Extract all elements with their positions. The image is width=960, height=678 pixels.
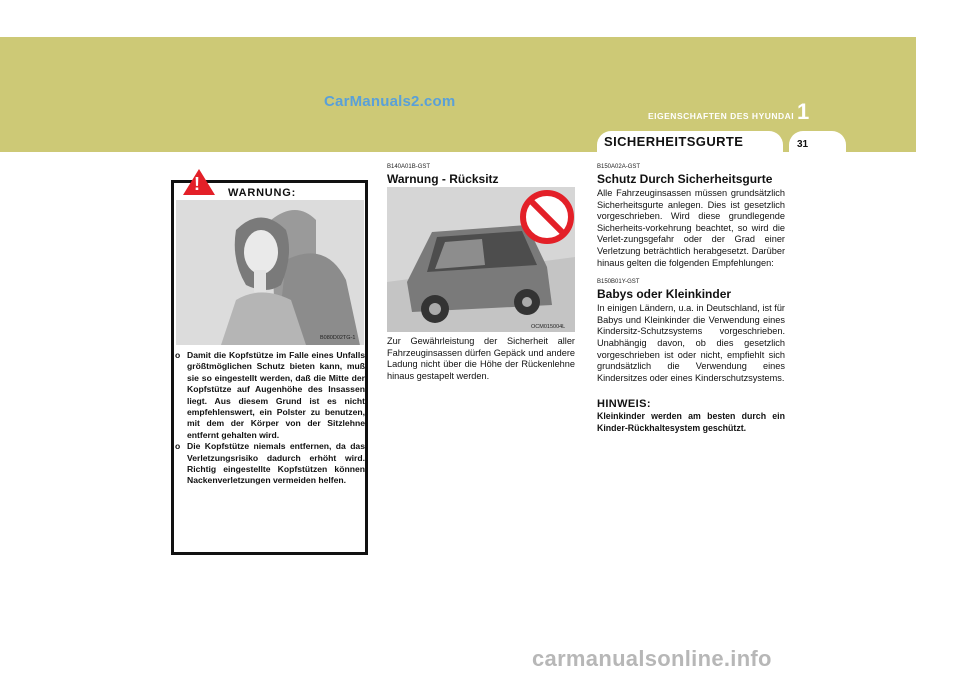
warning-label: WARNUNG: bbox=[228, 187, 297, 199]
left-margin bbox=[0, 152, 43, 678]
car-image-code: OCM015004L bbox=[531, 324, 566, 330]
warning-list bbox=[175, 350, 365, 487]
section-code: B140A01B-GST bbox=[387, 164, 431, 170]
note-title: HINWEIS: bbox=[597, 398, 651, 411]
car-illustration bbox=[387, 187, 575, 332]
warning-exclamation: ! bbox=[194, 174, 200, 194]
note-text: Kleinkinder werden am besten durch ein Kinder-Rückhaltesystem geschützt. bbox=[597, 411, 785, 433]
middle-column bbox=[387, 164, 575, 186]
chapter-title: EIGENSCHAFTEN DES HYUNDAI bbox=[648, 111, 795, 121]
section-tab-label: SICHERHEITSGURTE bbox=[604, 134, 744, 149]
list-item: o Damit die Kopfstütze im Falle eines Unfalls größtmöglichen Schutz bieten kann, muß sie so eingestellt werden, daß die Mitte der Kopfstütze auf Augenhöhe des Insassen liegt. Aus diesem Grund ist es nicht empfehlenswert, ein Polster zu benutzen, mit dem der Körper von der Sitzlehne entfernt gehalten wird. bbox=[175, 350, 365, 440]
middle-body-text: Zur Gewährleistung der Sicherheit aller Fahrzeuginsassen dürfen Gepäck und andere Ladung nicht über die Höhe der Rückenlehne hinaus gestapelt werden. bbox=[387, 336, 575, 381]
chapter-number: 1 bbox=[797, 99, 810, 124]
section-code: B150B01Y-GST bbox=[597, 279, 640, 286]
car-icon bbox=[387, 187, 575, 332]
warning-image-code: B080D02TG-1 bbox=[320, 335, 356, 341]
section-code: B150A02A-GST bbox=[597, 164, 641, 170]
section-heading: Schutz Durch Sicherheitsgurte bbox=[597, 172, 773, 186]
page-number: 31 bbox=[797, 139, 809, 150]
section-heading: Babys oder Kleinkinder bbox=[597, 287, 732, 302]
footer-watermark-link[interactable]: carmanualsonline.info bbox=[532, 646, 772, 671]
section-body-text: Alle Fahrzeuginsassen müssen grundsätzlich Sicherheitsgurte anlegen. Dies ist gesetzlich vorgeschrieben. Wird diese grundlegende Sicherheits-vorkehrung beachtet, so wird die Verlet-zungsgefahr oder der Grad einer Verletzung beträchtlich herabgesetzt. Darüber hinaus gelten die folgenden Empfehlungen: bbox=[597, 188, 785, 268]
headrest-illustration bbox=[176, 200, 364, 345]
section-heading: Warnung - Rücksitz bbox=[387, 172, 499, 186]
woman-headrest-icon bbox=[176, 200, 364, 345]
watermark-link[interactable]: CarManuals2.com bbox=[324, 93, 456, 110]
right-column bbox=[597, 164, 785, 434]
section-body-text: In einigen Ländern, u.a. in Deutschland, ist für Babys und Kleinkinder die Verwendung eines Kindersitz-Schutzsystems vorgeschrieben. Unabhängig davon, ob dies gesetzlich vorgeschrieben ist oder nicht, empfiehlt sich grundsätzlich die Verwendung eines Kindersitzes oder eines Kinderschutzsystems. bbox=[597, 303, 785, 383]
list-item: o Die Kopfstütze niemals entfernen, da das Verletzungsrisiko dadurch erhöht wird. Richtig eingestellte Kopfstützen können Nackenverletzungen vermeiden helfen. bbox=[175, 441, 365, 486]
